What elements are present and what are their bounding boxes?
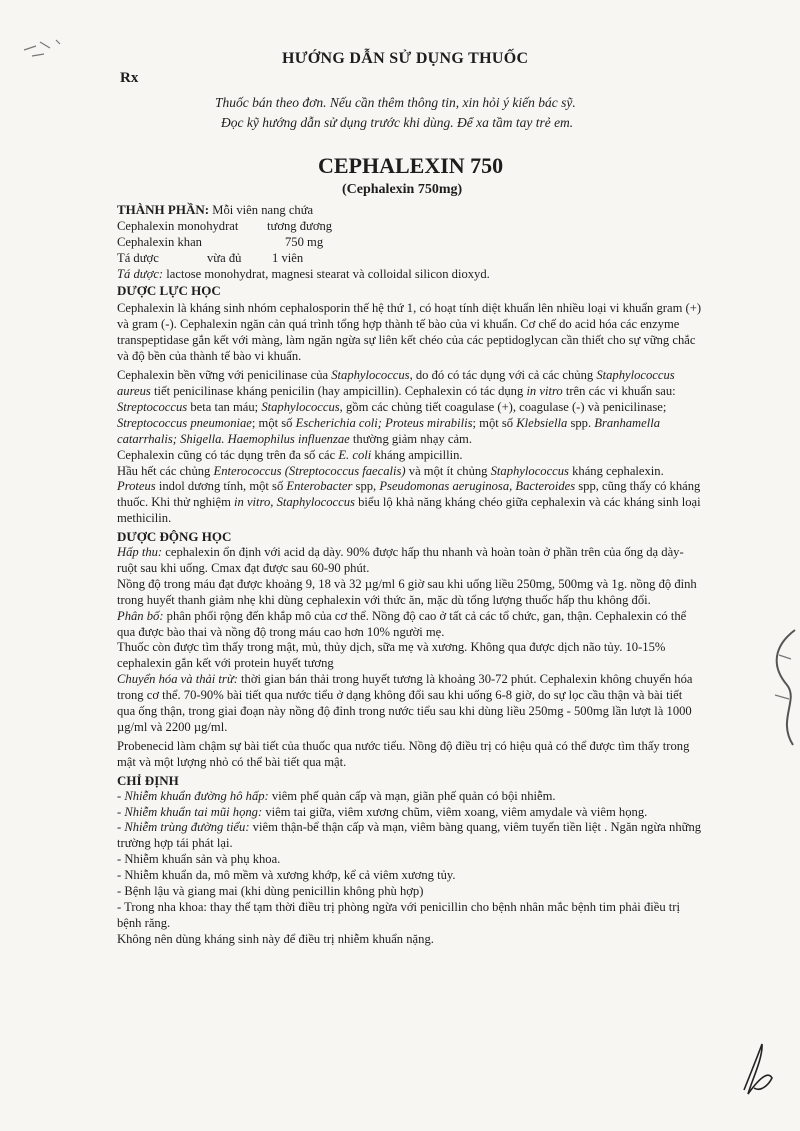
metabolism-paragraph: Chuyển hóa và thải trừ: thời gian bán thải trong huyết tương là khoảng 30-72 phút. Cephalexin không chuyển hóa trong cơ thể. 70-90% bài tiết qua nước tiểu ở dạng không đổi sau khi uống 6-8 giờ, do sự lọc cầu thận và bài tiết qua ống thận, trong giai đoạn này nồng độ đỉnh trong nước tiểu sau khi dùng liều 250mg - 500mg lần lượt là 1000 µg/ml và 2200 µg/ml. <box>117 672 693 734</box>
absorption-paragraph: Hấp thu: cephalexin ổn định với acid dạ dày. 90% được hấp thu nhanh và hoàn toàn ở phần trên của ống dạ dày-ruột sau khi uống. Cmax đạt được sau 60-90 phút. <box>117 545 684 575</box>
indication-item: - Nhiễm khuẩn tai mũi họng: viêm tai giữa, viêm xương chũm, viêm xoang, viêm amydale và viêm họng. <box>117 804 648 819</box>
binding-mark-icon <box>765 625 800 765</box>
pharmacodynamics-paragraph: Cephalexin bền vững với penicilinase của Staphylococcus, do đó có tác dụng với cả các chủng Staphylococcus aureus tiết penicilinase kháng penicilin (hay ampicillin). Cephalexin có tác dụng in vitro trên các vi khuẩn sau: Streptococcus beta tan máu; Staphylococcus, gồm các chủng tiết coagulase (+), coagulase (-) và penicilinase; Streptococcus pneumoniae; một số Escherichia coli; Proteus mirabilis; một số Klebsiella spp. Branhamella catarrhalis; Shigella. Haemophilus influenzae thường giảm nhạy cảm. <box>117 368 676 446</box>
ingredient-name: Cephalexin monohydrat <box>117 218 239 233</box>
product-subtitle: (Cephalexin 750mg) <box>342 182 463 197</box>
composition-row <box>117 219 703 235</box>
scan-mark-icon <box>22 36 82 66</box>
distribution-paragraph: Phân bố: phân phối rộng đến khắp mô của cơ thể. Nồng độ cao ở tất cả các tổ chức, gan, thận. Cephalexin có thể qua được bào thai và nồng độ trong máu cao hơn 10% người mẹ. <box>117 608 687 639</box>
pharmacokinetics-heading: DƯỢC ĐỘNG HỌC <box>117 529 232 545</box>
document-body <box>117 202 703 948</box>
pharmacodynamics-paragraph: Hầu hết các chủng Enterococcus (Streptococcus faecalis) và một ít chủng Staphylococcus kháng cephalexin. Proteus indol dương tính, một số Enterobacter spp, Pseudomonas aeruginosa, Bacteroides spp, cũng thấy có kháng thuốc. Khi thử nghiệm in vitro, Staphylococcus biểu lộ khả năng kháng chéo giữa cephalexin và các kháng sinh loại methicilin. <box>117 463 701 526</box>
composition-row <box>117 251 703 267</box>
composition-heading: THÀNH PHẦN: <box>117 202 210 217</box>
indication-item: - Nhiễm trùng đường tiểu: viêm thận-bể thận cấp và mạn, viêm bàng quang, viêm tuyến tiền liệt . Ngăn ngừa những trường hợp tái phát lại. <box>117 820 702 851</box>
ingredient-amount: tương đương <box>267 218 333 233</box>
usage-notice <box>215 93 775 133</box>
rx-label: Rx <box>120 70 139 86</box>
excipients-label: Tá dược: <box>117 266 164 281</box>
notice-line-2: Đọc kỹ hướng dẫn sử dụng trước khi dùng. Để xa tầm tay trẻ em. <box>221 115 574 130</box>
product-name: CEPHALEXIN 750 <box>318 153 504 178</box>
notice-line-1: Thuốc bán theo đơn. Nếu cần thêm thông tin, xin hỏi ý kiến bác sỹ. <box>215 95 576 110</box>
pharmacokinetics-paragraph: Probenecid làm chậm sự bài tiết của thuốc qua nước tiểu. Nồng độ điều trị có hiệu quả có thể được tìm thấy trong mật và một lượng nhỏ có thể bài tiết qua mật. <box>117 738 690 769</box>
indication-note: Không nên dùng kháng sinh này để điều trị nhiễm khuẩn nặng. <box>117 931 434 946</box>
pharmacodynamics-paragraph: Cephalexin cũng có tác dụng trên đa số các E. coli kháng ampicillin. <box>117 447 463 462</box>
composition-intro: Mỗi viên nang chứa <box>209 203 314 217</box>
ingredient-name: Cephalexin khan <box>117 234 202 249</box>
signature-icon <box>738 1040 778 1100</box>
pharmacodynamics-section <box>117 283 703 528</box>
indication-item: - Bệnh lậu và giang mai (khi dùng penicillin không phù hợp) <box>117 884 424 899</box>
indication-item: - Nhiễm khuẩn da, mô mềm và xương khớp, kể cả viêm xương tủy. <box>117 868 456 883</box>
ingredient-amount: 750 mg <box>285 234 324 249</box>
indication-item: - Nhiễm khuẩn đường hô hấp: viêm phế quản cấp và mạn, giãn phế quản có bội nhiễm. <box>117 788 556 803</box>
composition-row <box>117 235 703 251</box>
document-title: HƯỚNG DẪN SỬ DỤNG THUỐC <box>282 50 529 67</box>
pharmacokinetics-paragraph: Thuốc còn được tìm thấy trong mật, mủ, thủy dịch, sữa mẹ và xương. Không qua được dịch não tủy. 10-15% cephalexin gắn kết với protein huyết tương <box>117 640 666 671</box>
composition-section <box>117 202 703 283</box>
excipients-text: lactose monohydrat, magnesi stearat và colloidal silicon dioxyd. <box>163 266 490 281</box>
indications-heading: CHỈ ĐỊNH <box>117 772 179 788</box>
indication-item: - Nhiễm khuẩn sản và phụ khoa. <box>117 852 281 867</box>
indications-section <box>117 773 703 948</box>
ingredient-name: Tá dược <box>117 250 159 265</box>
pharmacokinetics-section <box>117 529 703 771</box>
pharmacokinetics-paragraph: Nồng độ trong máu đạt được khoảng 9, 18 và 32 µg/ml 6 giờ sau khi uống liều 250mg, 500mg và 1g. nồng độ đỉnh trong huyết thanh giảm nhẹ khi dùng cephalexin với thức ăn, mặc dù tổng lượng thuốc hấp thu không đổi. <box>117 576 697 607</box>
indication-item: - Trong nha khoa: thay thế tạm thời điều trị phòng ngừa với penicillin cho bệnh nhân mắc bệnh tim phải điều trị bệnh răng. <box>117 899 680 930</box>
ingredient-amount: vừa đủ <box>207 250 242 265</box>
pharmacodynamics-paragraph: Cephalexin là kháng sinh nhóm cephalosporin thế hệ thứ 1, có hoạt tính diệt khuẩn lên nhiều loại vi khuẩn gram (+) và gram (-). Cephalexin ngăn cản quá trình tổng hợp thành tế bào của vi khuẩn. Cơ chế do acid hóa các enzyme transpeptidase gắn kết với màng, làm ngăn ngừa sự liên kết chéo của các peptidoglycan cần thiết cho sự vững chắc và độ bền của thành tế bào vi khuẩn. <box>117 301 702 364</box>
ingredient-qty: 1 viên <box>272 250 304 265</box>
pharmacodynamics-heading: DƯỢC LỰC HỌC <box>117 282 221 298</box>
